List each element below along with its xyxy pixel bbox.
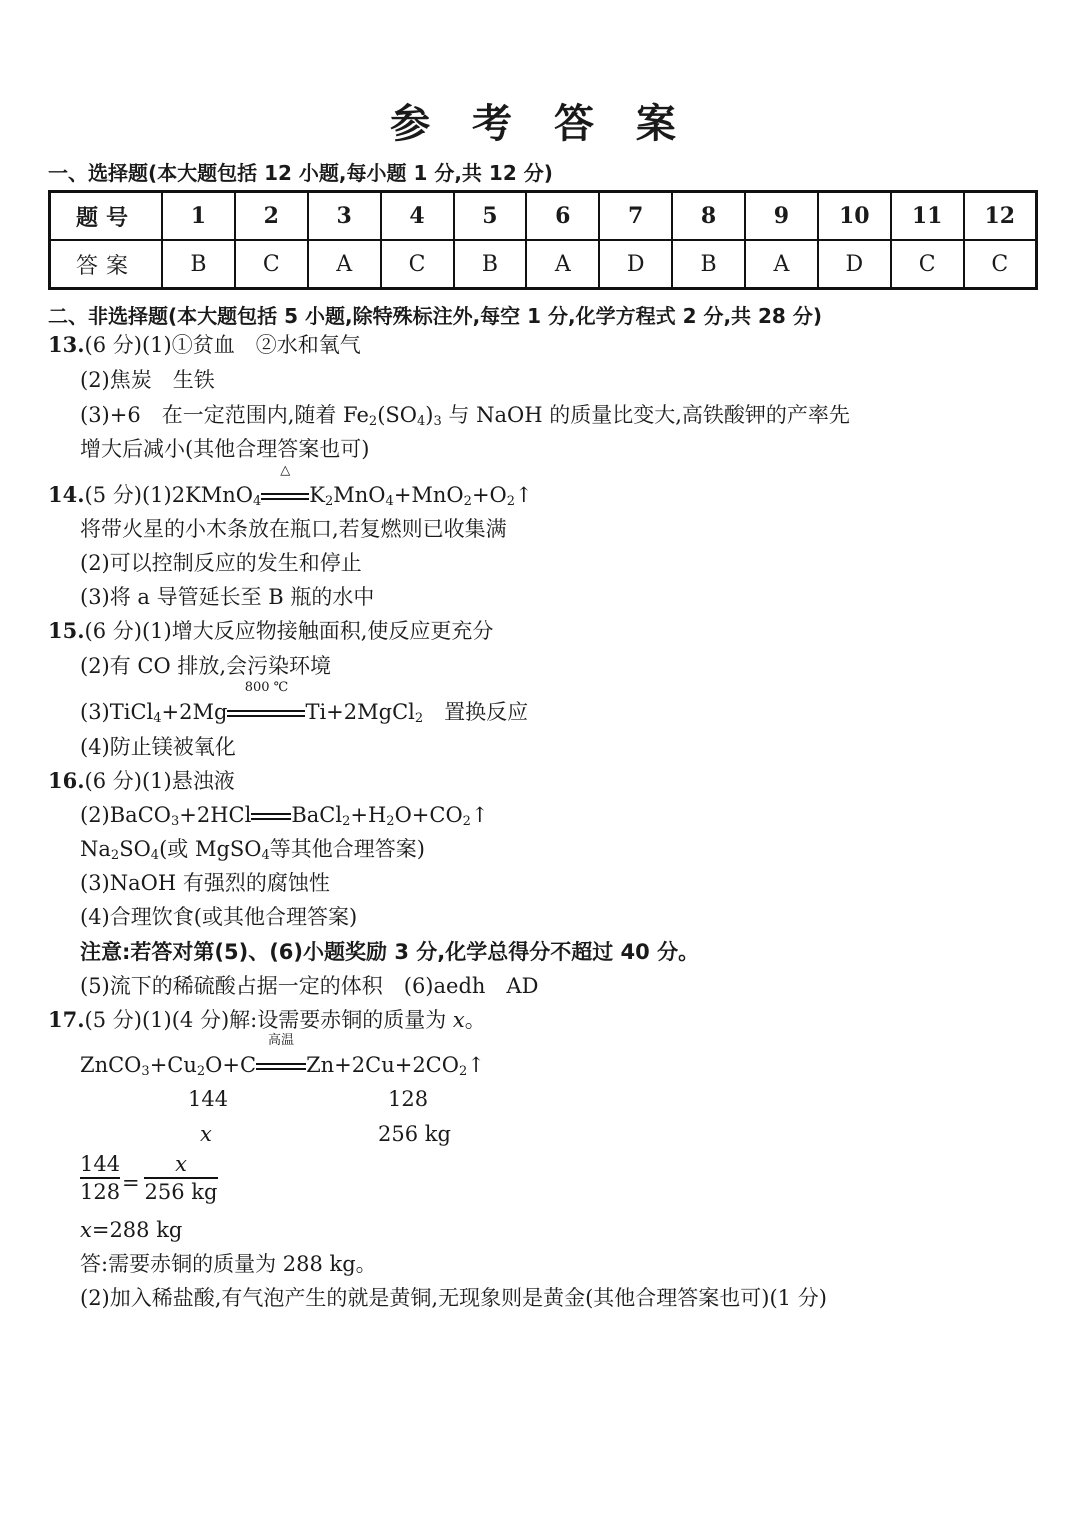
- subscript: 2: [110, 848, 120, 863]
- answer-cell: D: [818, 240, 891, 289]
- question-label: 16.: [48, 768, 85, 793]
- question-number: 7: [599, 192, 672, 241]
- q16-line-5: (4)合理饮食(或其他合理答案): [80, 905, 358, 929]
- answer-text: =288 kg: [91, 1218, 183, 1242]
- answer-cell: C: [381, 240, 454, 289]
- answer-text: SO: [119, 837, 151, 861]
- answer-text: ): [425, 403, 434, 427]
- fraction-denominator: 256 kg: [144, 1180, 218, 1204]
- variable: x: [452, 1008, 465, 1032]
- equation-text: Zn+2Cu+2CO: [306, 1053, 459, 1077]
- equation-text: +MnO: [393, 483, 464, 507]
- subscript: 4: [261, 848, 270, 863]
- q17-answer: 答:需要赤铜的质量为 288 kg。: [80, 1252, 377, 1276]
- question-number: 11: [891, 192, 964, 241]
- q14-line-3: (2)可以控制反应的发生和停止: [80, 551, 362, 575]
- answer-text: Na: [80, 837, 111, 861]
- q13-line-1: [48, 330, 361, 360]
- variable: x: [200, 1122, 212, 1146]
- subscript: 4: [150, 848, 160, 863]
- q16-equation: [80, 800, 489, 837]
- molar-mass-1: 144: [188, 1087, 229, 1111]
- gas-arrow-icon: ↑: [470, 803, 489, 827]
- answer-text: 与 NaOH 的质量比变大,高铁酸钾的产率先: [441, 403, 850, 427]
- question-number: 6: [526, 192, 599, 241]
- q13-line-4: 增大后减小(其他合理答案也可): [80, 437, 370, 461]
- q14-line-2: 将带火星的小木条放在瓶口,若复燃则已收集满: [80, 517, 507, 541]
- equation-text: MnO: [333, 483, 386, 507]
- fraction-numerator: [144, 1152, 218, 1176]
- equation-text: BaCl: [291, 803, 343, 827]
- equation-text: +O: [471, 483, 507, 507]
- q17-line-1: [48, 1005, 486, 1035]
- variable: x: [175, 1152, 187, 1176]
- reaction-equals: [251, 800, 291, 830]
- answer-cell: B: [672, 240, 745, 289]
- fraction-right: [144, 1152, 218, 1204]
- q17-equation: [80, 1033, 485, 1087]
- equation-text: (2)BaCO: [80, 803, 171, 827]
- subscript: 3: [170, 814, 180, 829]
- subscript: 4: [416, 414, 426, 429]
- equation-text: +H: [350, 803, 387, 827]
- answer-table: [48, 190, 1038, 290]
- reaction-condition: [261, 463, 309, 510]
- answer-cell: B: [454, 240, 527, 289]
- question-number: 5: [454, 192, 527, 241]
- subscript: 2: [506, 494, 516, 509]
- subscript: 2: [196, 1064, 206, 1079]
- answer-text: (SO: [377, 403, 417, 427]
- subscript: 4: [153, 711, 162, 726]
- answer-text: (或 MgSO: [159, 837, 262, 861]
- question-number: 12: [964, 192, 1037, 241]
- subscript: 3: [433, 414, 442, 429]
- fraction-left: [80, 1152, 120, 1204]
- q17-result: [80, 1215, 182, 1245]
- reaction-condition: [227, 680, 305, 727]
- section-2-heading: 二、非选择题(本大题包括 5 小题,除特殊标注外,每空 1 分,化学方程式 2 分,共 28 分): [48, 304, 822, 328]
- subscript: 3: [141, 1064, 150, 1079]
- question-number: 9: [745, 192, 818, 241]
- subscript: 2: [368, 414, 378, 429]
- answer-text: 等其他合理答案): [269, 837, 425, 861]
- answer-text: 。: [464, 1008, 486, 1032]
- equation-text: +Cu: [149, 1053, 197, 1077]
- question-label: 14.: [48, 482, 85, 507]
- question-label: 15.: [48, 618, 85, 643]
- reaction-arrow: [256, 1063, 306, 1070]
- fraction-bar: [144, 1177, 218, 1179]
- question-number: 8: [672, 192, 745, 241]
- equation-text: +2Mg: [161, 700, 228, 724]
- reaction-condition: [256, 1033, 306, 1080]
- table-row: [50, 192, 1037, 241]
- known-mass: 256 kg: [378, 1122, 451, 1146]
- question-label: 17.: [48, 1007, 85, 1032]
- q15-line-4: (4)防止镁被氧化: [80, 735, 236, 759]
- subscript: 2: [325, 494, 334, 509]
- table-row: [50, 240, 1037, 289]
- q16-line-1: [48, 766, 235, 796]
- subscript: 2: [414, 711, 424, 726]
- subscript: 2: [458, 1064, 468, 1079]
- q13-line-2: (2)焦炭 生铁: [80, 368, 215, 392]
- answer-cell: A: [308, 240, 381, 289]
- section-1-heading: 一、选择题(本大题包括 12 小题,每小题 1 分,共 12 分): [48, 161, 553, 185]
- equation-text: O+CO: [394, 803, 463, 827]
- q14-line-4: (3)将 a 导管延长至 B 瓶的水中: [80, 585, 375, 609]
- answer-cell: B: [162, 240, 235, 289]
- subscript: 2: [342, 814, 351, 829]
- bonus-note: 注意:若答对第(5)、(6)小题奖励 3 分,化学总得分不超过 40 分。: [80, 940, 700, 964]
- equation-text: (3)TiCl: [80, 700, 154, 724]
- unknown-mass: [200, 1119, 212, 1149]
- subscript: 2: [386, 814, 395, 829]
- page-title: 参 考 答 案: [390, 101, 690, 147]
- gas-arrow-icon: ↑: [467, 1053, 485, 1077]
- fraction-equals: =: [122, 1171, 140, 1195]
- answer-cell: C: [891, 240, 964, 289]
- equation-text: +2HCl: [179, 803, 252, 827]
- table-row-label: 答案: [50, 240, 163, 289]
- answer-text: 置换反应: [423, 700, 529, 724]
- molar-mass-2: 128: [388, 1087, 429, 1111]
- q14-equation: [48, 463, 533, 517]
- answer-cell: C: [235, 240, 308, 289]
- answer-cell: D: [599, 240, 672, 289]
- equation-text: (5 分)(1)2KMnO: [84, 483, 254, 507]
- answer-text: (5 分)(1)(4 分)解:设需要赤铜的质量为: [84, 1008, 453, 1032]
- gas-arrow-icon: ↑: [515, 483, 533, 507]
- q15-line-2: (2)有 CO 排放,会污染环境: [80, 654, 332, 678]
- q15-line-1: [48, 616, 493, 646]
- condition-label: 高温: [268, 1033, 295, 1048]
- question-label: 13.: [48, 332, 85, 357]
- equation-text: K: [309, 483, 325, 507]
- fraction-bar: [80, 1177, 120, 1179]
- answer-text: (6 分)(1)悬浊液: [84, 769, 235, 793]
- condition-label: 800 ℃: [244, 680, 289, 695]
- fraction-denominator: 128: [80, 1180, 121, 1204]
- question-number: 2: [235, 192, 308, 241]
- answer-text: (6 分)(1)增大反应物接触面积,使反应更充分: [84, 619, 494, 643]
- answer-text: (6 分)(1)①贫血 ②水和氧气: [84, 333, 361, 357]
- answer-cell: A: [526, 240, 599, 289]
- equation-text: ZnCO: [80, 1053, 142, 1077]
- subscript: 2: [462, 814, 471, 829]
- equation-text: O+C: [205, 1053, 257, 1077]
- q16-line-7: (5)流下的稀硫酸占据一定的体积 (6)aedh AD: [80, 974, 539, 998]
- answer-cell: A: [745, 240, 818, 289]
- subscript: 2: [463, 494, 472, 509]
- q15-equation: [80, 680, 529, 734]
- reaction-arrow: [251, 813, 291, 820]
- q16-line-4: (3)NaOH 有强烈的腐蚀性: [80, 871, 330, 895]
- answer-text: (3)+6 在一定范围内,随着 Fe: [80, 403, 369, 427]
- q13-line-3: [80, 400, 850, 437]
- q16-line-3: [80, 834, 425, 871]
- subscript: 4: [253, 494, 262, 509]
- answer-cell: C: [964, 240, 1037, 289]
- table-row-label: 题号: [50, 192, 163, 241]
- subscript: 4: [385, 494, 394, 509]
- fraction-numerator: 144: [80, 1152, 121, 1176]
- question-number: 1: [162, 192, 235, 241]
- question-number: 3: [308, 192, 381, 241]
- equation-text: Ti+2MgCl: [305, 700, 415, 724]
- reaction-arrow: [227, 710, 305, 717]
- q17-part-2: (2)加入稀盐酸,有气泡产生的就是黄铜,无现象则是黄金(其他合理答案也可)(1 分): [80, 1286, 827, 1310]
- variable: x: [80, 1218, 92, 1242]
- question-number: 10: [818, 192, 891, 241]
- question-number: 4: [381, 192, 454, 241]
- condition-label: △: [280, 463, 291, 478]
- reaction-arrow: [261, 493, 309, 500]
